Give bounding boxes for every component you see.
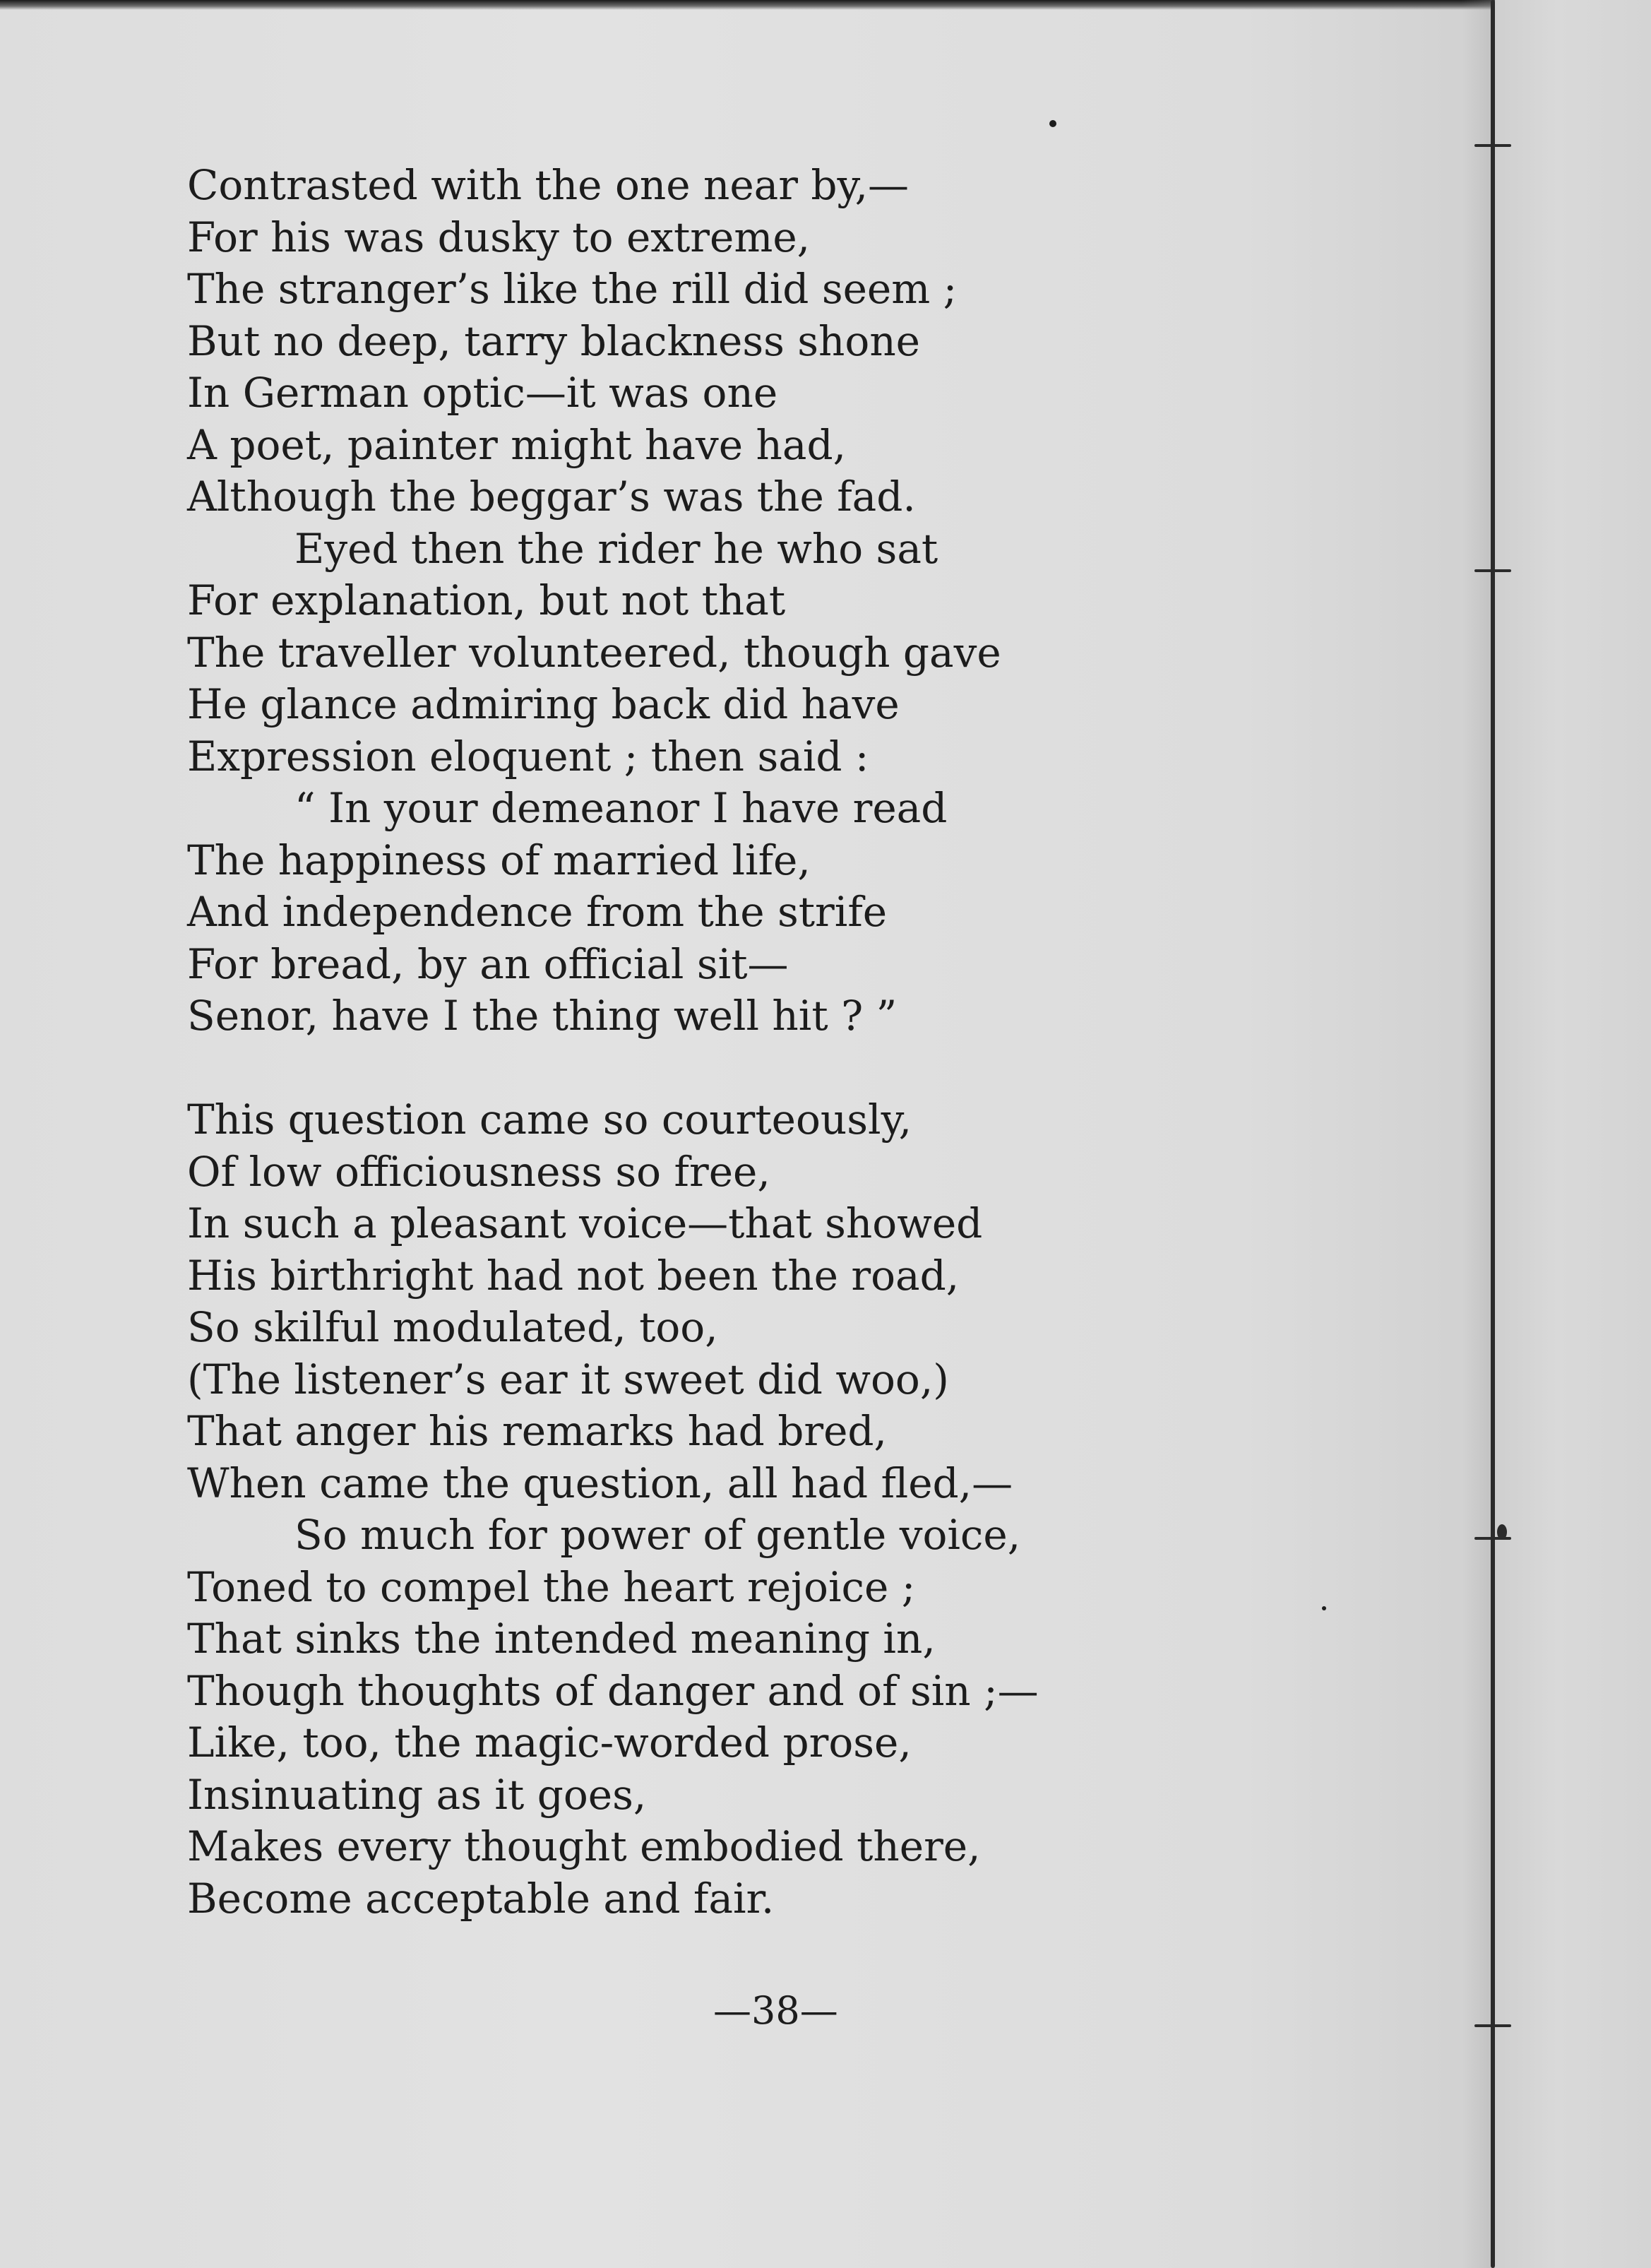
poem-line: Expression eloquent ; then said : — [187, 732, 869, 780]
poem-line: Of low officiousness so free, — [187, 1147, 770, 1196]
page-top-edge — [0, 0, 1651, 10]
binding-stitch — [1474, 569, 1511, 572]
page-number: —38— — [713, 1988, 838, 2033]
poem-line: In German optic—it was one — [187, 369, 778, 417]
poem-line: He glance admiring back did have — [187, 680, 900, 728]
adjacent-page-strip — [1495, 0, 1651, 2268]
poem-line: This question came so courteously, — [187, 1096, 912, 1144]
poem-line: Become acceptable and fair. — [187, 1874, 775, 1923]
poem-line: The stranger’s like the rill did seem ; — [187, 265, 958, 313]
poem-line: And independence from the strife — [187, 888, 888, 936]
poem-line: For bread, by an official sit— — [187, 939, 789, 988]
binding-stitch — [1474, 1537, 1511, 1540]
stanza-break — [187, 1043, 1359, 1095]
poem-line: That sinks the intended meaning in, — [187, 1615, 936, 1663]
poem-line: But no deep, tarry blackness shone — [187, 316, 920, 365]
poem-line: When came the question, all had fled,— — [187, 1459, 1013, 1507]
poem-line: Although the beggar’s was the fad. — [187, 473, 916, 521]
poem-line: Senor, have I the thing well hit ? ” — [187, 992, 898, 1040]
poem-line: His birthright had not been the road, — [187, 1251, 960, 1300]
poem-line: Contrasted with the one near by,— — [187, 161, 910, 209]
poem-line: Makes every thought embodied there, — [187, 1822, 981, 1870]
poem-line: Though thoughts of danger and of sin ;— — [187, 1666, 1039, 1715]
poem-line: In such a pleasant voice—that showed — [187, 1199, 983, 1247]
poem-line: Insinuating as it goes, — [187, 1770, 647, 1819]
poem-line: Eyed then the rider he who sat — [294, 524, 938, 573]
poem-text — [187, 160, 1359, 1925]
binding-stitch — [1474, 2024, 1511, 2027]
poem-line: (The listener’s ear it sweet did woo,) — [187, 1355, 949, 1403]
binding-stitch — [1474, 144, 1511, 147]
poem-line: That anger his remarks had bred, — [187, 1407, 887, 1455]
poem-line: Like, too, the magic-worded prose, — [187, 1718, 912, 1767]
poem-line: The traveller volunteered, though gave — [187, 628, 1001, 677]
poem-line: For his was dusky to extreme, — [187, 213, 811, 261]
print-speck — [1049, 120, 1056, 127]
poem-line: So skilful modulated, too, — [187, 1303, 718, 1351]
binding-fold-line — [1491, 0, 1495, 2268]
poem-line: Toned to compel the heart rejoice ; — [187, 1562, 916, 1611]
poem-line: For explanation, but not that — [187, 576, 786, 624]
poem-line: “ In your demeanor I have read — [294, 784, 948, 832]
poem-line: So much for power of gentle voice, — [294, 1511, 1021, 1559]
poem-line: A poet, painter might have had, — [187, 420, 847, 469]
poem-line: The happiness of married life, — [187, 836, 811, 884]
